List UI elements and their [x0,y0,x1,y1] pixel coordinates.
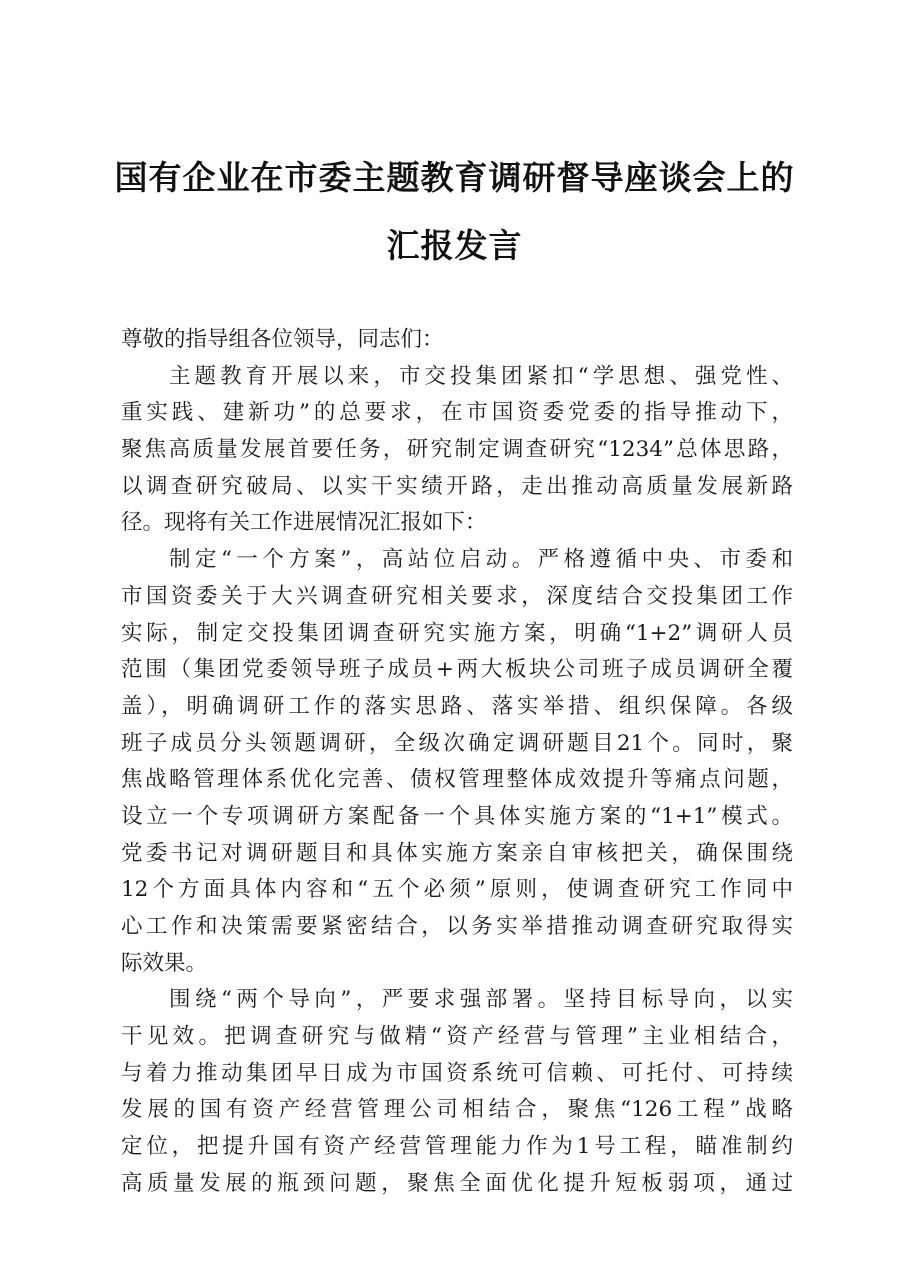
paragraph-line: 盖），明确调研工作的落实思路、落实举措、组织保障。各级 [121,693,793,719]
paragraph-line: 实际，制定交投集团调查研究实施方案，明确“1+2”调研人员 [121,620,793,646]
paragraph-line: 径。现将有关工作进展情况汇报如下： [121,510,487,536]
paragraph-line: 焦战略管理体系优化完善、债权管理整体成效提升等痛点问题， [121,767,793,793]
paragraph-line: 重实践、建新功”的总要求，在市国资委党委的指导推动下， [121,400,793,426]
paragraph-line: 设立一个专项调研方案配备一个具体实施方案的“1+1”模式。 [121,803,793,829]
paragraph-line: 范围（集团党委领导班子成员+两大板块公司班子成员调研全覆 [121,657,793,683]
greeting-line: 尊敬的指导组各位领导，同志们： [121,327,444,352]
paragraph-line: 定位，把提升国有资产经营管理能力作为1号工程，瞄准制约 [121,1134,793,1160]
paragraph-line: 制定“一个方案”，高站位启动。严格遵循中央、市委和 [169,547,793,573]
paragraph-line: 围绕“两个导向”，严要求强部署。坚持目标导向，以实 [169,987,793,1013]
paragraph-line: 干见效。把调查研究与做精“资产经营与管理”主业相结合， [121,1024,793,1050]
paragraph-line: 心工作和决策需要紧密结合，以务实举措推动调查研究取得实 [121,914,793,939]
paragraph-line: 班子成员分头领题调研，全级次确定调研题目21个。同时，聚 [121,730,793,756]
paragraph-line: 12个方面具体内容和“五个必须”原则，使调查研究工作同中 [121,877,793,903]
paragraph-line: 际效果。 [121,950,208,976]
document-body [121,322,793,1203]
paragraph-line: 发展的国有资产经营管理公司相结合，聚焦“126工程”战略 [121,1097,793,1123]
document-title-line-1: 国有企业在市委主题教育调研督导座谈会上的 [114,158,795,197]
document-title-line-2: 汇报发言 [386,226,523,265]
paragraph-line: 以调查研究破局、以实干实绩开路，走出推动高质量发展新路 [121,473,793,499]
paragraph-line: 聚焦高质量发展首要任务，研究制定调查研究“1234”总体思路， [121,437,793,463]
paragraph-line: 党委书记对调研题目和具体实施方案亲自审核把关，确保围绕 [121,840,793,866]
paragraph-line: 市国资委关于大兴调查研究相关要求，深度结合交投集团工作 [121,583,793,609]
paragraph-line: 与着力推动集团早日成为市国资系统可信赖、可托付、可持续 [121,1060,793,1086]
paragraph-line: 主题教育开展以来，市交投集团紧扣“学思想、强党性、 [169,363,793,389]
paragraph-line: 高质量发展的瓶颈问题，聚焦全面优化提升短板弱项，通过 [121,1170,793,1196]
